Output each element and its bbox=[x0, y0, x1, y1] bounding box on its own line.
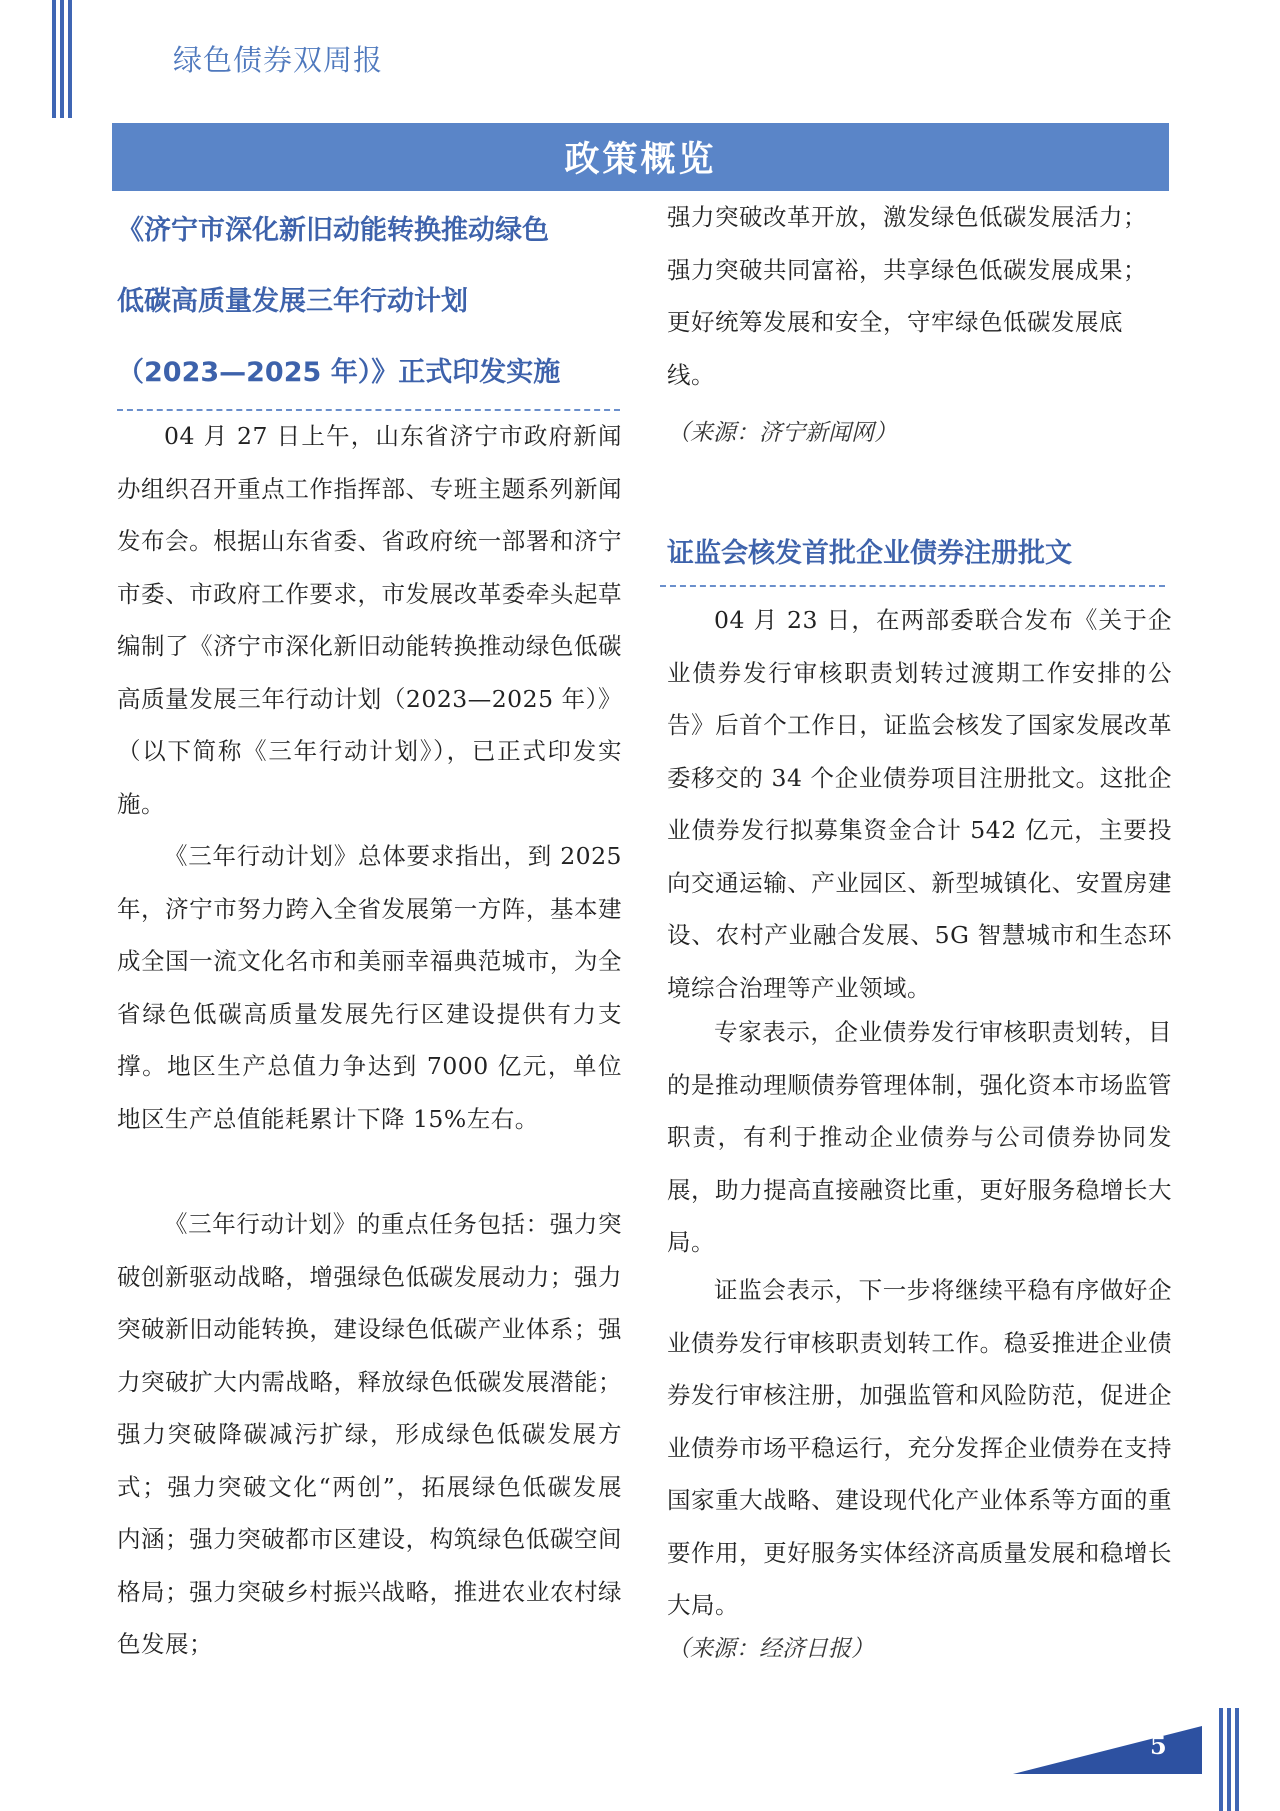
page-number-triangle bbox=[1013, 1726, 1202, 1774]
article1-paragraph-1: 04 月 27 日上午，山东省济宁市政府新闻办组织召开重点工作指挥部、专班主题系列新闻发布会。根据山东省委、省政府统一部署和济宁市委、市政府工作要求，市发展改革委牵头起草编制了《济宁市深化新旧动能转换推动绿色低碳高质量发展三年行动计划（2023—2025 年）》（以下简称《三年行动计划》），已正式印发实施。 bbox=[117, 422, 622, 818]
continuation-line: 强力突破改革开放，激发绿色低碳发展活力； bbox=[667, 203, 1147, 231]
article1-continuation bbox=[667, 191, 1147, 401]
section-banner bbox=[112, 123, 1169, 191]
article2-divider bbox=[660, 585, 1165, 587]
publication-title: 绿色债券双周报 bbox=[173, 43, 384, 77]
article2-paragraph-2: 专家表示，企业债券发行审核职责划转，目的是推动理顺债券管理体制，强化资本市场监管职责，有利于推动企业债券与公司债券协同发展，助力提高直接融资比重，更好服务稳增长大局。 bbox=[667, 1018, 1172, 1256]
article1-paragraph-2: 《三年行动计划》总体要求指出，到 2025 年，济宁市努力跨入全省发展第一方阵，基本建成全国一流文化名市和美丽幸福典范城市，为全省绿色低碳高质量发展先行区建设提供有力支撑。地区生产总值力争达到 7000 亿元，单位地区生产总值能耗累计下降 15%左右。 bbox=[117, 842, 622, 1133]
continuation-line: 线。 bbox=[667, 360, 715, 389]
article2-source: （来源：经济日报） bbox=[667, 1636, 874, 1662]
page-number: 5 bbox=[1150, 1731, 1167, 1760]
section-title: 政策概览 bbox=[564, 140, 717, 180]
article2-paragraph-3: 证监会表示，下一步将继续平稳有序做好企业债券发行审核职责划转工作。稳妥推进企业债券发行审核注册，加强监管和风险防范，促进企业债券市场平稳运行，充分发挥企业债券在支持国家重大战略、建设现代化产业体系等方面的重要作用，更好服务实体经济高质量发展和稳增长大局。 bbox=[667, 1276, 1172, 1619]
article1-title-line-1: 《济宁市深化新旧动能转换推动绿色 bbox=[117, 215, 549, 246]
article1-title-line-2: 低碳高质量发展三年行动计划 bbox=[117, 286, 468, 317]
continuation-line: 更好统筹发展和安全，守牢绿色低碳发展底 bbox=[667, 308, 1123, 336]
article2-title: 证监会核发首批企业债券注册批文 bbox=[667, 538, 1072, 569]
article1-source: （来源：济宁新闻网） bbox=[667, 420, 897, 446]
article2-paragraph-1: 04 月 23 日，在两部委联合发布《关于企业债券发行审核职责划转过渡期工作安排的公告》后首个工作日，证监会核发了国家发展改革委移交的 34 个企业债券项目注册批文。这批企业债券发行拟募集资金合计 542 亿元，主要投向交通运输、产业园区、新型城镇化、安置房建设、农村产业融合发展、5G 智慧城市和生态环境综合治理等产业领域。 bbox=[667, 606, 1172, 1002]
article1-title-line-3: （2023—2025 年）》正式印发实施 bbox=[117, 357, 561, 388]
article1-paragraph-3: 《三年行动计划》的重点任务包括：强力突破创新驱动战略，增强绿色低碳发展动力；强力突破新旧动能转换，建设绿色低碳产业体系；强力突破扩大内需战略，释放绿色低碳发展潜能；强力突破降碳减污扩绿，形成绿色低碳发展方式；强力突破文化“两创”，拓展绿色低碳发展内涵；强力突破都市区建设，构筑绿色低碳空间格局；强力突破乡村振兴战略，推进农业农村绿色发展； bbox=[117, 1210, 622, 1658]
continuation-line: 强力突破共同富裕，共享绿色低碳发展成果； bbox=[667, 255, 1147, 284]
